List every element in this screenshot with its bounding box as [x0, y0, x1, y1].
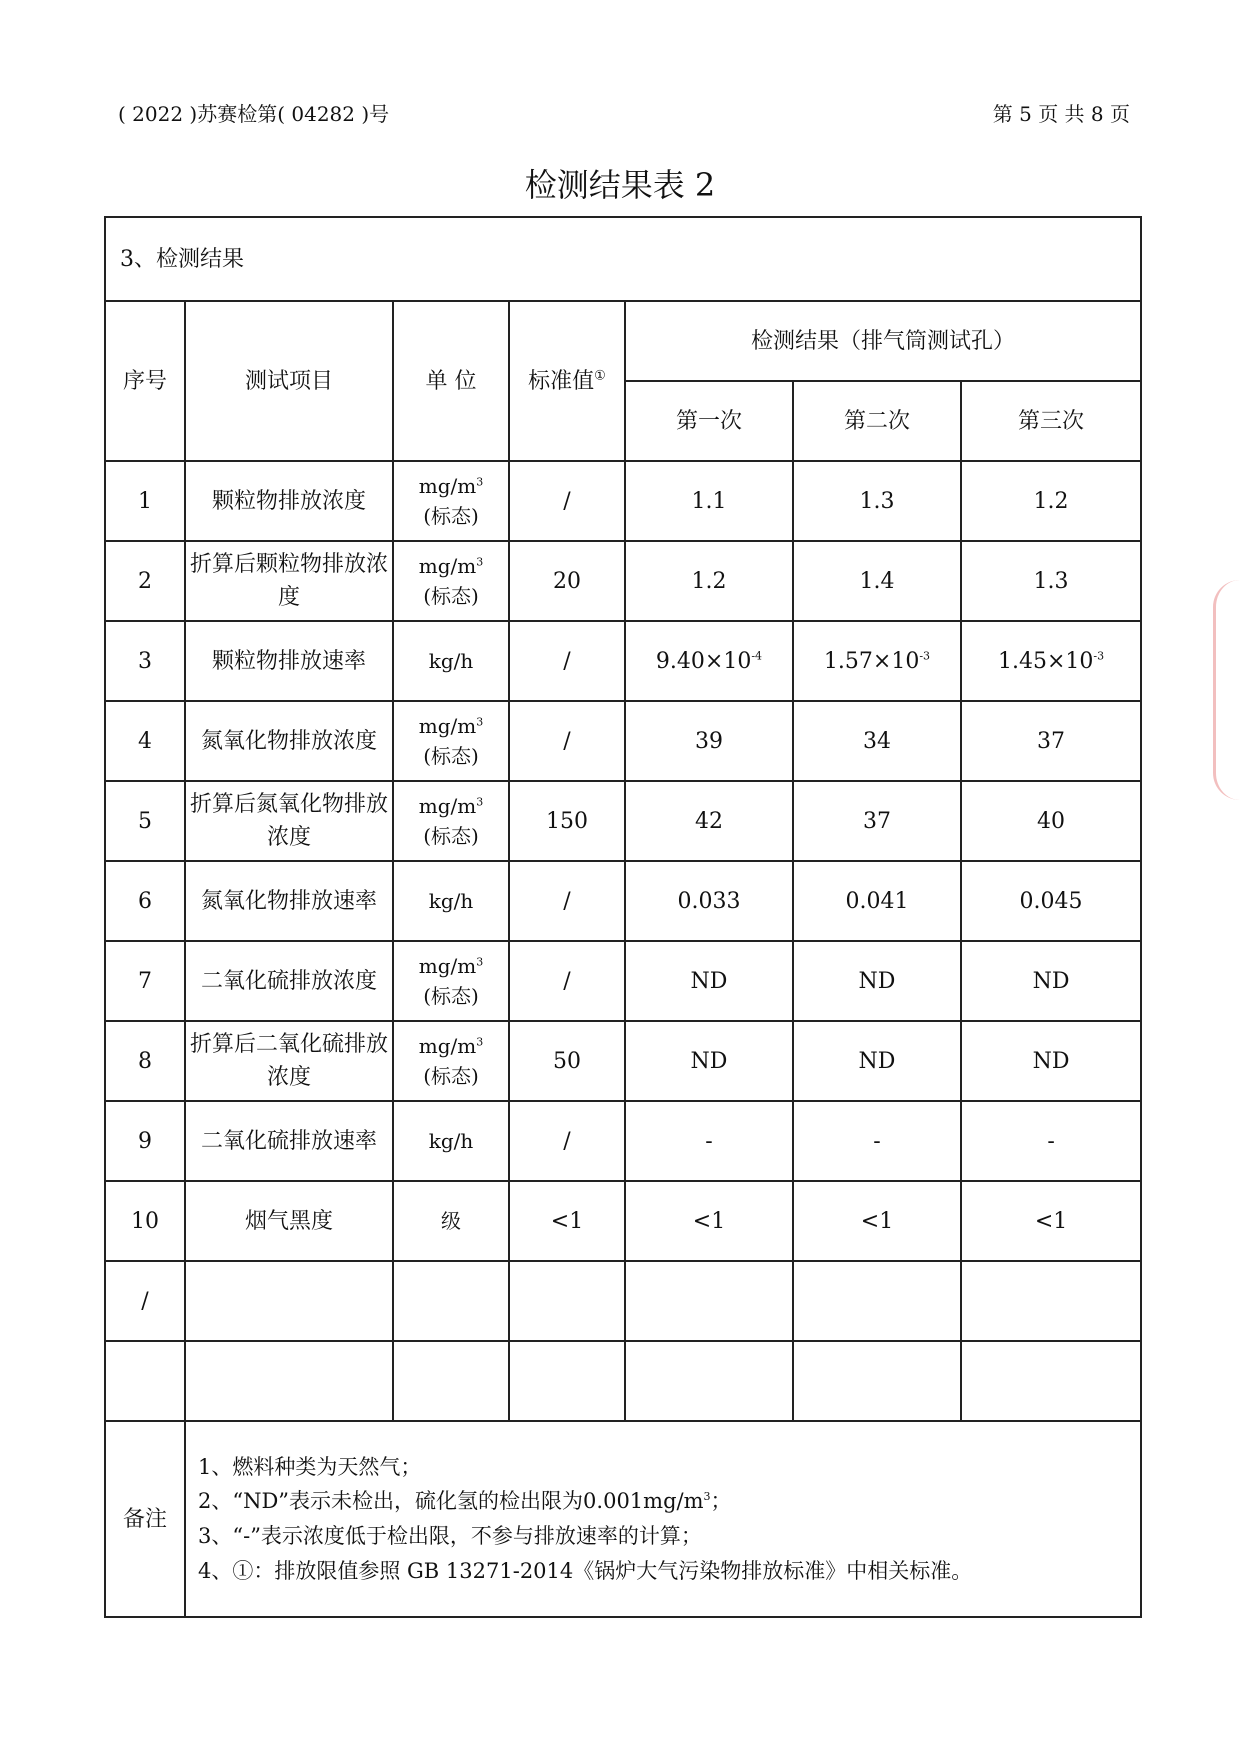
value-base: 1.57×10 — [823, 648, 920, 674]
cell-seq: 1 — [105, 461, 185, 541]
unit-sup: 3 — [476, 955, 484, 969]
cell-run-1 — [625, 621, 793, 701]
cell-run-2: 1.3 — [793, 461, 961, 541]
cell-seq: / — [105, 1261, 185, 1341]
cell-seq: 4 — [105, 701, 185, 781]
cell-unit — [393, 1341, 509, 1421]
cell-standard — [509, 1341, 625, 1421]
cell-unit — [393, 861, 509, 941]
note-text: 2、“ND”表示未检出，硫化氢的检出限为0.001mg/m — [198, 1489, 704, 1514]
section-label: 3、检测结果 — [105, 217, 1141, 301]
notes-label: 备注 — [105, 1421, 185, 1617]
cell-seq: 3 — [105, 621, 185, 701]
cell-item: 烟气黑度 — [185, 1181, 393, 1261]
unit-note: (标态) — [423, 584, 479, 608]
page-header — [118, 98, 1130, 127]
table-row — [105, 1101, 1141, 1181]
cell-seq: 6 — [105, 861, 185, 941]
header-run-2: 第二次 — [793, 381, 961, 461]
header-unit: 单 位 — [393, 301, 509, 461]
cell-item: 颗粒物排放浓度 — [185, 461, 393, 541]
cell-run-2: 37 — [793, 781, 961, 861]
header-seq: 序号 — [105, 301, 185, 461]
cell-unit — [393, 941, 509, 1021]
cell-standard: / — [509, 461, 625, 541]
cell-run-2: 0.041 — [793, 861, 961, 941]
cell-run-2 — [793, 1341, 961, 1421]
header-standard-label: 标准值 — [528, 368, 595, 394]
cell-run-1: ND — [625, 1021, 793, 1101]
cell-item: 颗粒物排放速率 — [185, 621, 393, 701]
cell-run-2: <1 — [793, 1181, 961, 1261]
cell-standard: / — [509, 861, 625, 941]
cell-run-2 — [793, 621, 961, 701]
cell-item — [185, 1341, 393, 1421]
value-base: 1.45×10 — [997, 648, 1094, 674]
cell-run-3: 40 — [961, 781, 1141, 861]
value-exponent: -3 — [919, 649, 931, 663]
note-item — [198, 1484, 1128, 1519]
cell-seq: 7 — [105, 941, 185, 1021]
cell-unit — [393, 781, 509, 861]
cell-run-3: ND — [961, 1021, 1141, 1101]
unit-text: mg/m — [418, 954, 477, 978]
cell-run-1: 42 — [625, 781, 793, 861]
cell-run-2 — [793, 1261, 961, 1341]
cell-run-3: 37 — [961, 701, 1141, 781]
cell-run-3 — [961, 1261, 1141, 1341]
unit-text: mg/m — [418, 474, 477, 498]
value-exponent: -4 — [751, 649, 763, 663]
table-row — [105, 1021, 1141, 1101]
unit-note: (标态) — [423, 984, 479, 1008]
cell-seq: 2 — [105, 541, 185, 621]
table-row — [105, 941, 1141, 1021]
cell-item: 二氧化硫排放速率 — [185, 1101, 393, 1181]
cell-standard: / — [509, 701, 625, 781]
unit-text: kg/h — [428, 649, 474, 673]
cell-item: 氮氧化物排放浓度 — [185, 701, 393, 781]
cell-standard: 150 — [509, 781, 625, 861]
results-table — [104, 216, 1142, 1618]
unit-note: (标态) — [423, 504, 479, 528]
notes-content — [185, 1421, 1141, 1617]
cell-standard: 50 — [509, 1021, 625, 1101]
cell-run-3: ND — [961, 941, 1141, 1021]
header-standard-mark: ① — [594, 368, 606, 384]
cell-unit — [393, 1181, 509, 1261]
cell-run-1 — [625, 1341, 793, 1421]
unit-text: mg/m — [418, 1034, 477, 1058]
cell-standard: / — [509, 941, 625, 1021]
cell-run-1: 0.033 — [625, 861, 793, 941]
unit-text: kg/h — [428, 1129, 474, 1153]
cell-run-3 — [961, 1341, 1141, 1421]
cell-standard: / — [509, 1101, 625, 1181]
cell-item: 折算后颗粒物排放浓度 — [185, 541, 393, 621]
cell-seq: 10 — [105, 1181, 185, 1261]
cell-run-1: 1.2 — [625, 541, 793, 621]
cell-seq: 8 — [105, 1021, 185, 1101]
page-number: 第 5 页 共 8 页 — [992, 102, 1130, 126]
table-row — [105, 781, 1141, 861]
value-exponent: -3 — [1093, 649, 1105, 663]
table-row — [105, 861, 1141, 941]
cell-run-3: <1 — [961, 1181, 1141, 1261]
unit-sup: 3 — [476, 1035, 484, 1049]
cell-seq — [105, 1341, 185, 1421]
table-row — [105, 1181, 1141, 1261]
unit-note: (标态) — [423, 824, 479, 848]
cell-run-2: 1.4 — [793, 541, 961, 621]
cell-item — [185, 1261, 393, 1341]
cell-unit — [393, 461, 509, 541]
table-row — [105, 1261, 1141, 1341]
table-row — [105, 701, 1141, 781]
cell-unit — [393, 1101, 509, 1181]
unit-sup: 3 — [476, 795, 484, 809]
cell-seq: 9 — [105, 1101, 185, 1181]
cell-unit — [393, 1021, 509, 1101]
page-title: 检测结果表 2 — [524, 166, 716, 204]
cell-run-1: 1.1 — [625, 461, 793, 541]
note-item: 3、“-”表示浓度低于检出限，不参与排放速率的计算； — [198, 1524, 702, 1548]
unit-sup: 3 — [476, 475, 484, 489]
cell-item: 二氧化硫排放浓度 — [185, 941, 393, 1021]
unit-text: mg/m — [418, 794, 477, 818]
table-row — [105, 1341, 1141, 1421]
cell-run-3: 1.2 — [961, 461, 1141, 541]
unit-note: (标态) — [423, 744, 479, 768]
unit-sup: 3 — [476, 715, 484, 729]
cell-run-1: - — [625, 1101, 793, 1181]
cell-standard: / — [509, 621, 625, 701]
report-number: ( 2022 )苏赛检第( 04282 )号 — [118, 102, 390, 126]
cell-run-2: 34 — [793, 701, 961, 781]
cell-run-3: 1.3 — [961, 541, 1141, 621]
cell-item: 氮氧化物排放速率 — [185, 861, 393, 941]
table-row — [105, 461, 1141, 541]
cell-run-3: 0.045 — [961, 861, 1141, 941]
cell-run-2: ND — [793, 1021, 961, 1101]
unit-text: kg/h — [428, 889, 474, 913]
cell-unit — [393, 621, 509, 701]
cell-seq: 5 — [105, 781, 185, 861]
cell-unit — [393, 1261, 509, 1341]
note-item: 1、燃料种类为天然气； — [198, 1454, 422, 1479]
cell-standard: 20 — [509, 541, 625, 621]
cell-run-3 — [961, 621, 1141, 701]
cell-standard — [509, 1261, 625, 1341]
note-tail: ； — [710, 1489, 732, 1514]
cell-run-1: 39 — [625, 701, 793, 781]
cell-run-2: - — [793, 1101, 961, 1181]
unit-sup: 3 — [476, 555, 484, 569]
table-row — [105, 621, 1141, 701]
cell-run-2: ND — [793, 941, 961, 1021]
note-item: 4、①：排放限值参照 GB 13271-2014《锅炉大气污染物排放标准》中相关标准。 — [198, 1558, 973, 1583]
cell-run-1: ND — [625, 941, 793, 1021]
header-result-group: 检测结果（排气筒测试孔） — [625, 301, 1141, 381]
header-standard — [509, 301, 625, 461]
header-run-3: 第三次 — [961, 381, 1141, 461]
unit-text: mg/m — [418, 714, 477, 738]
cell-run-3: - — [961, 1101, 1141, 1181]
unit-note: (标态) — [423, 1064, 479, 1088]
note-sup: 3 — [703, 1490, 711, 1504]
value-base: 9.40×10 — [655, 648, 752, 674]
unit-text: 级 — [441, 1209, 461, 1233]
seal-stamp-edge — [1213, 580, 1240, 800]
header-item: 测试项目 — [185, 301, 393, 461]
cell-standard: <1 — [509, 1181, 625, 1261]
cell-item: 折算后氮氧化物排放浓度 — [185, 781, 393, 861]
cell-unit — [393, 541, 509, 621]
table-row — [105, 541, 1141, 621]
cell-run-1 — [625, 1261, 793, 1341]
header-run-1: 第一次 — [625, 381, 793, 461]
cell-unit — [393, 701, 509, 781]
unit-text: mg/m — [418, 554, 477, 578]
cell-item: 折算后二氧化硫排放浓度 — [185, 1021, 393, 1101]
cell-run-1: <1 — [625, 1181, 793, 1261]
